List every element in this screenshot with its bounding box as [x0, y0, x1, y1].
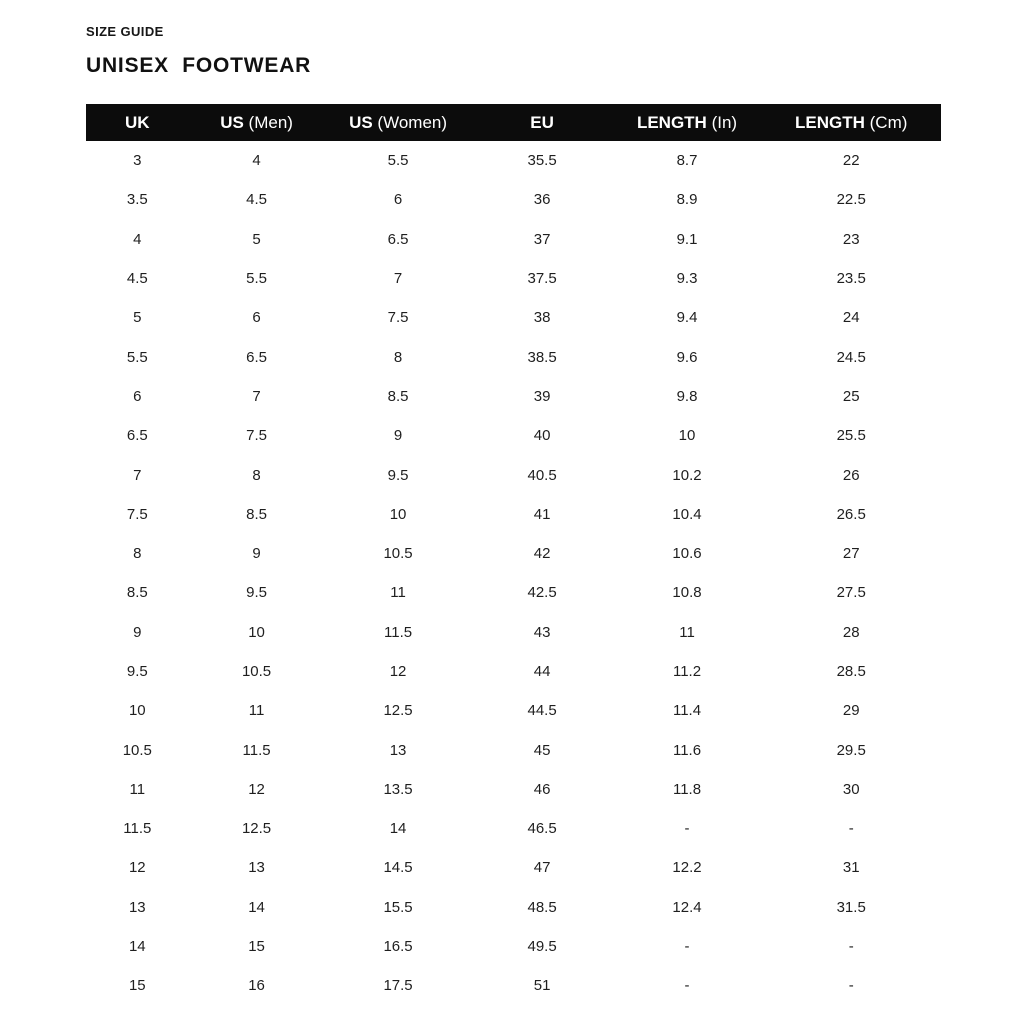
size-cell: 44 [533, 663, 551, 680]
size-cell: 28.5 [836, 663, 866, 680]
size-cell: 5.5 [246, 270, 267, 288]
size-cell: 8 [252, 466, 261, 484]
size-cell: 12.5 [241, 820, 272, 838]
size-cell: 27 [842, 545, 860, 563]
header-row [86, 104, 941, 141]
size-cell: 11.8 [672, 780, 702, 798]
size-cell: 25 [842, 387, 860, 405]
table-row [86, 966, 941, 1005]
size-cell: 38.5 [527, 348, 557, 366]
table-row [86, 770, 941, 809]
col-header-us-men: US (Men) [189, 104, 325, 141]
size-cell: 11.5 [384, 623, 413, 641]
size-cell: 31.5 [836, 898, 866, 916]
size-cell: 41 [533, 505, 551, 523]
table-row [86, 180, 941, 219]
size-cell: 30 [842, 780, 860, 798]
size-cell: 10.8 [672, 584, 702, 602]
size-guide-eyebrow: SIZE GUIDE [86, 24, 164, 39]
size-cell: 6 [133, 387, 142, 405]
size-cell: 12.5 [383, 702, 413, 720]
size-cell: 9 [133, 623, 142, 641]
size-cell: 40 [533, 427, 551, 445]
size-cell: 47 [533, 859, 551, 877]
size-cell: 15 [128, 977, 146, 995]
size-cell: 23.5 [836, 270, 866, 288]
table-row [86, 259, 941, 298]
size-cell: 46 [533, 780, 551, 798]
size-cell: 10 [248, 623, 265, 641]
size-cell: 7 [133, 466, 142, 484]
size-cell: 10 [389, 505, 407, 523]
size-cell: - [684, 977, 690, 995]
size-cell: 12 [389, 663, 407, 680]
table-row [86, 613, 941, 652]
size-cell: 27.5 [836, 584, 866, 602]
size-cell: 11 [248, 702, 265, 720]
size-cell: 6.5 [246, 348, 267, 366]
size-cell: 10.2 [672, 466, 702, 484]
size-cell: 11 [390, 584, 406, 602]
size-cell: 10.5 [122, 741, 152, 759]
size-cell: 45 [533, 741, 551, 759]
size-cell: 3 [133, 152, 142, 170]
size-cell: 24.5 [836, 348, 866, 366]
size-cell: 9.6 [676, 348, 698, 366]
size-cell: 5 [252, 230, 261, 248]
size-cell: 29 [842, 702, 860, 720]
size-cell: 51 [533, 977, 551, 995]
table-row [86, 848, 941, 887]
size-cell: 10 [128, 702, 146, 720]
size-cell: 11.4 [672, 702, 702, 720]
size-cell: - [848, 938, 854, 956]
size-cell: 4.5 [246, 191, 267, 209]
size-cell: 42.5 [527, 584, 557, 602]
size-cell: 10.4 [672, 505, 702, 523]
size-cell: 10 [678, 427, 696, 445]
size-cell: 3.5 [126, 191, 148, 209]
table-row [86, 141, 941, 180]
size-cell: 11 [129, 780, 146, 798]
table-row [86, 809, 941, 848]
size-cell: 6 [252, 309, 261, 327]
size-cell: 36 [533, 191, 551, 209]
size-cell: 16 [248, 977, 265, 995]
size-cell: 9.1 [676, 230, 698, 248]
size-cell: 12 [128, 859, 146, 877]
size-cell: 12.4 [672, 898, 702, 916]
size-cell: 9.5 [126, 663, 148, 680]
size-cell: 29.5 [836, 741, 866, 759]
size-table-body [86, 141, 941, 1006]
size-cell: 4 [252, 152, 261, 170]
size-cell: 15.5 [383, 898, 413, 916]
size-cell: 8.5 [246, 505, 267, 523]
size-cell: 37 [533, 230, 551, 248]
size-cell: 42 [533, 545, 551, 563]
col-header-eu: EU [472, 104, 613, 141]
col-header-length-in: LENGTH (In) [613, 104, 762, 141]
size-cell: 46.5 [527, 820, 557, 838]
size-cell: 9.5 [387, 466, 409, 484]
size-cell: 11.2 [672, 663, 702, 680]
size-cell: 6 [393, 191, 403, 209]
size-cell: 8.5 [387, 387, 409, 405]
table-row [86, 337, 941, 376]
size-cell: 44.5 [527, 702, 557, 720]
table-row [86, 377, 941, 416]
size-cell: 13 [248, 859, 265, 877]
size-cell: 22.5 [836, 191, 866, 209]
size-cell: 9.4 [676, 309, 698, 327]
table-row [86, 888, 941, 927]
size-cell: - [848, 977, 854, 995]
table-row [86, 416, 941, 455]
size-cell: 7.5 [387, 309, 409, 327]
size-cell: 11.6 [672, 741, 702, 759]
table-row [86, 927, 941, 966]
size-cell: 25.5 [836, 427, 866, 445]
size-cell: 37.5 [527, 270, 557, 288]
size-cell: 15 [248, 938, 265, 956]
size-cell: 14 [128, 938, 146, 956]
size-cell: 14 [248, 898, 265, 916]
size-cell: 4 [133, 230, 142, 248]
size-cell: 12 [248, 780, 265, 798]
size-cell: 6.5 [126, 427, 148, 445]
size-cell: 7.5 [246, 427, 267, 445]
size-cell: 26 [842, 466, 860, 484]
size-cell: 5 [133, 309, 142, 327]
size-table-header [86, 104, 941, 141]
size-cell: 49.5 [527, 938, 557, 956]
size-cell: 9.8 [676, 387, 698, 405]
size-cell: 22 [842, 152, 860, 170]
size-cell: 4.5 [126, 270, 148, 288]
size-cell: - [848, 820, 854, 838]
size-cell: 5.5 [387, 152, 409, 170]
size-cell: 26.5 [836, 505, 866, 523]
size-cell: 8.9 [676, 191, 698, 209]
size-cell: - [684, 938, 690, 956]
size-guide-table [86, 104, 941, 1006]
col-header-length-cm: LENGTH (Cm) [761, 104, 941, 141]
size-cell: 23 [842, 230, 860, 248]
size-cell: 13.5 [383, 780, 413, 798]
size-cell: 7 [252, 387, 261, 405]
table-row [86, 573, 941, 612]
size-cell: 11 [679, 623, 695, 641]
table-row [86, 730, 941, 769]
size-cell: 8 [393, 348, 403, 366]
col-header-uk: UK [86, 104, 189, 141]
size-cell: 11.5 [123, 820, 152, 838]
size-cell: 16.5 [383, 938, 413, 956]
table-row [86, 652, 941, 691]
size-cell: 12.2 [672, 859, 702, 877]
size-cell: 7.5 [126, 505, 148, 523]
size-cell: 9.5 [246, 584, 267, 602]
size-cell: 9 [252, 545, 261, 563]
size-cell: 31 [842, 859, 860, 877]
size-cell: 6.5 [387, 230, 409, 248]
size-cell: 9 [393, 427, 403, 445]
size-cell: 40.5 [527, 466, 557, 484]
size-cell: 14 [389, 820, 407, 838]
size-cell: 39 [533, 387, 551, 405]
size-cell: 48.5 [527, 898, 557, 916]
size-cell: - [684, 820, 690, 838]
size-cell: 17.5 [383, 977, 413, 995]
size-cell: 14.5 [383, 859, 413, 877]
size-cell: 11.5 [242, 741, 271, 759]
size-cell: 28 [842, 623, 860, 641]
size-cell: 8 [133, 545, 142, 563]
size-cell: 8.5 [126, 584, 148, 602]
size-cell: 10.5 [383, 545, 413, 563]
page-title: UNISEX FOOTWEAR [86, 54, 312, 77]
size-cell: 13 [128, 898, 146, 916]
size-cell: 9.3 [676, 270, 698, 288]
size-cell: 13 [389, 741, 407, 759]
table-row [86, 455, 941, 494]
table-row [86, 220, 941, 259]
size-cell: 43 [533, 623, 551, 641]
size-cell: 38 [533, 309, 551, 327]
size-cell: 10.5 [241, 663, 272, 680]
table-row [86, 495, 941, 534]
size-cell: 10.6 [672, 545, 702, 563]
size-cell: 7 [393, 270, 403, 288]
size-cell: 8.7 [676, 152, 698, 170]
size-cell: 24 [842, 309, 860, 327]
table-row [86, 534, 941, 573]
table-row [86, 298, 941, 337]
size-cell: 35.5 [527, 152, 557, 170]
col-header-us-women: US (Women) [325, 104, 472, 141]
size-cell: 5.5 [126, 348, 148, 366]
table-row [86, 691, 941, 730]
